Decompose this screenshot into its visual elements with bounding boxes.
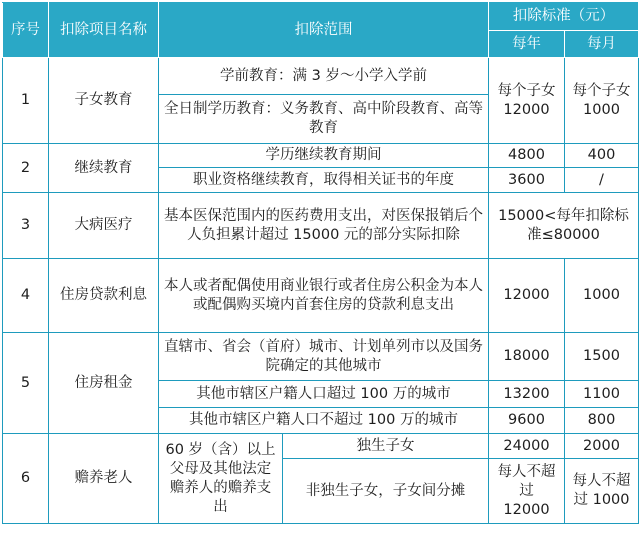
row-monthly: 400	[565, 144, 639, 168]
row-scope: 全日制学历教育：义务教育、高中阶段教育、高等教育	[159, 95, 489, 144]
row-yearly: 9600	[489, 408, 565, 434]
row-monthly: 1100	[565, 381, 639, 408]
row-yearly: 24000	[489, 434, 565, 459]
row-scope: 职业资格继续教育，取得相关证书的年度	[159, 168, 489, 193]
header-standard: 扣除标准（元）	[489, 3, 639, 31]
row-yearly: 每人不超过 12000	[489, 459, 565, 524]
row-index: 4	[3, 259, 49, 333]
row-scope: 基本医保范围内的医药费用支出，对医保报销后个人负担累计超过 15000 元的部分实际扣除	[159, 193, 489, 259]
row-monthly: 2000	[565, 434, 639, 459]
header-yearly: 每年	[489, 31, 565, 58]
table-row	[3, 144, 639, 168]
row-item: 住房贷款利息	[49, 259, 159, 333]
row-item: 子女教育	[49, 58, 159, 144]
row-index: 5	[3, 333, 49, 434]
row-scope: 其他市辖区户籍人口超过 100 万的城市	[159, 381, 489, 408]
row-subscope: 非独生子女，子女间分摊	[283, 459, 489, 524]
row-yearly: 4800	[489, 144, 565, 168]
row-item: 继续教育	[49, 144, 159, 193]
row-scope: 学历继续教育期间	[159, 144, 489, 168]
header-item: 扣除项目名称	[49, 3, 159, 58]
row-scope: 学前教育：满 3 岁～小学入学前	[159, 58, 489, 95]
row-item: 赡养老人	[49, 434, 159, 524]
header-monthly: 每月	[565, 31, 639, 58]
row-scope: 直辖市、省会（首府）城市、计划单列市以及国务院确定的其他城市	[159, 333, 489, 381]
row-scope: 60 岁（含）以上父母及其他法定赡养人的赡养支出	[159, 434, 283, 524]
table-row	[3, 333, 639, 381]
row-index: 6	[3, 434, 49, 524]
table-row	[3, 58, 639, 95]
row-yearly: 13200	[489, 381, 565, 408]
row-scope: 本人或者配偶使用商业银行或者住房公积金为本人或配偶购买境内首套住房的贷款利息支出	[159, 259, 489, 333]
row-monthly: 1500	[565, 333, 639, 381]
row-yearly: 3600	[489, 168, 565, 193]
row-scope: 其他市辖区户籍人口不超过 100 万的城市	[159, 408, 489, 434]
row-index: 2	[3, 144, 49, 193]
row-index: 3	[3, 193, 49, 259]
row-index: 1	[3, 58, 49, 144]
row-yearly: 18000	[489, 333, 565, 381]
row-monthly: 800	[565, 408, 639, 434]
row-item: 住房租金	[49, 333, 159, 434]
row-monthly: 每个子女 1000	[565, 58, 639, 144]
row-subscope: 独生子女	[283, 434, 489, 459]
header-scope: 扣除范围	[159, 3, 489, 58]
table-row	[3, 434, 639, 459]
row-item: 大病医疗	[49, 193, 159, 259]
row-monthly: 1000	[565, 259, 639, 333]
table-row	[3, 259, 639, 333]
row-standard: 15000<每年扣除标准≤80000	[489, 193, 639, 259]
header-index: 序号	[3, 3, 49, 58]
row-yearly: 12000	[489, 259, 565, 333]
table-row	[3, 193, 639, 259]
row-yearly: 每个子女 12000	[489, 58, 565, 144]
row-monthly: 每人不超过 1000	[565, 459, 639, 524]
row-monthly: /	[565, 168, 639, 193]
deduction-table	[2, 2, 639, 524]
